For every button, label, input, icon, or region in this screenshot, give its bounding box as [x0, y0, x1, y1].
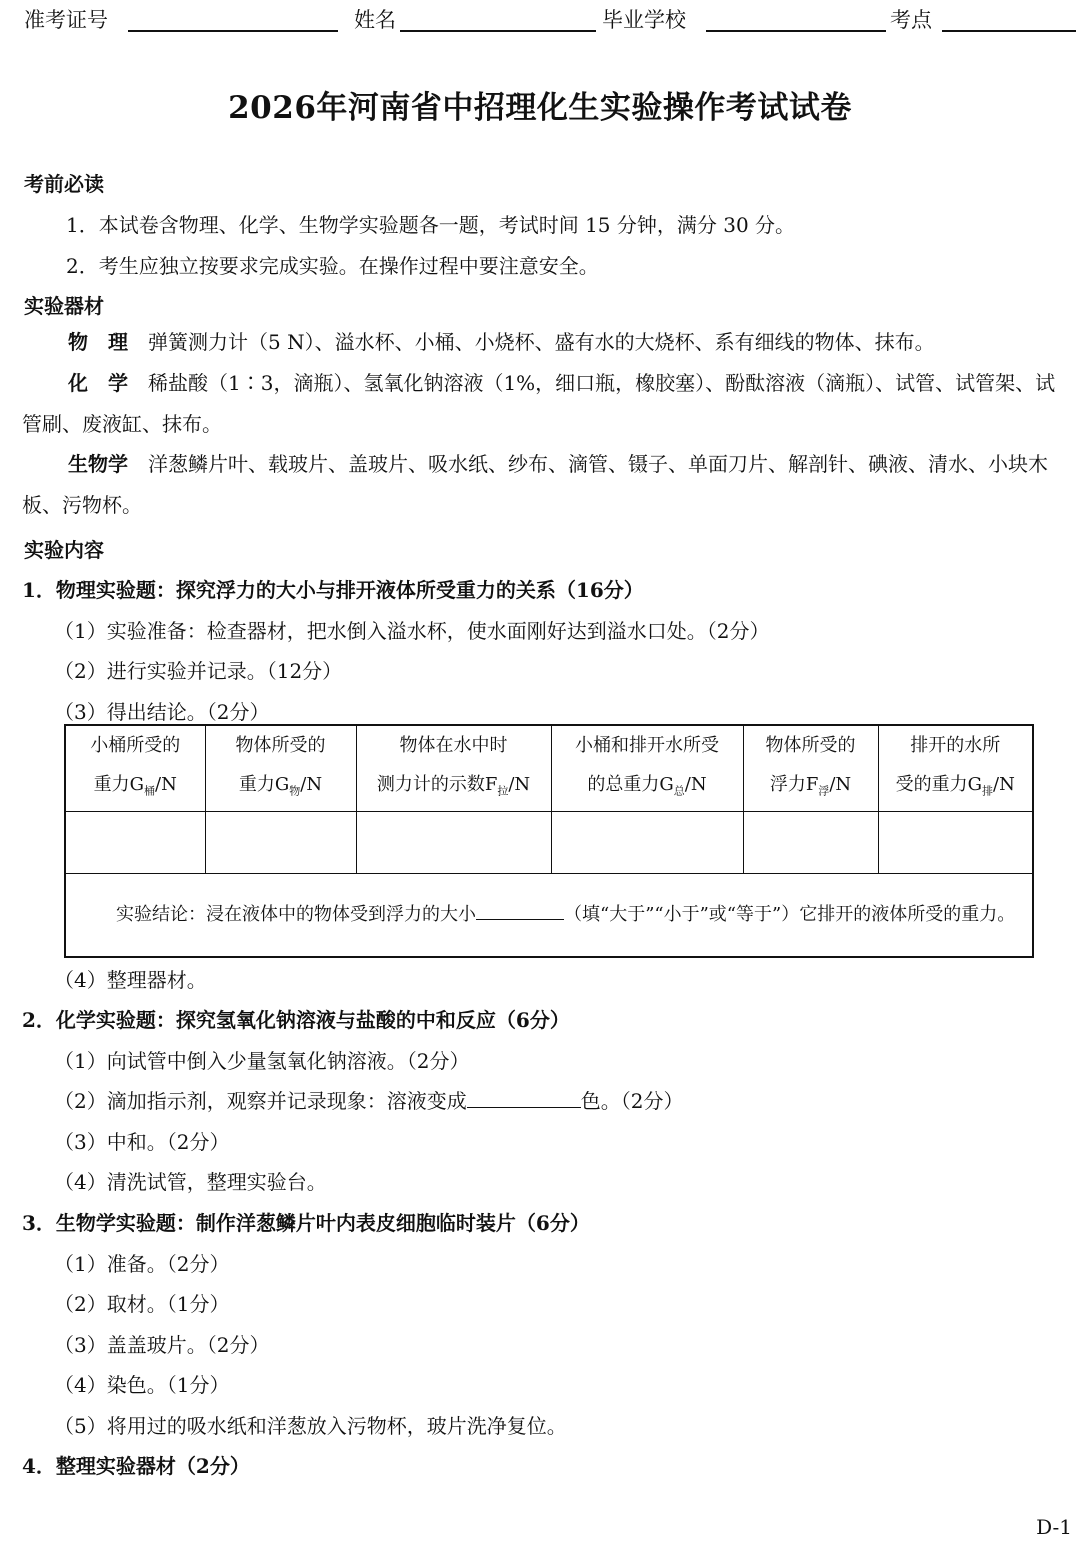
- q1-step: （3）得出结论。（2分）: [54, 700, 270, 724]
- chemistry-equipment: [22, 363, 1068, 445]
- equipment-heading: 实验器材: [24, 294, 104, 318]
- biology-text: 洋葱鳞片叶、载玻片、盖玻片、吸水纸、纱布、滴管、镊子、单面刀片、解剖针、碘液、清水、小块木板、污物杯。: [22, 452, 1048, 517]
- exam-header: [24, 0, 1080, 34]
- biology-equipment: [22, 444, 1068, 526]
- table-input-cell[interactable]: [878, 811, 1033, 873]
- table-header-cell: 小桶和排开水所受 的总重力$G_总/N$: [551, 725, 743, 811]
- q1-step: （4）整理器材。: [54, 968, 207, 992]
- table-header-cell: 小桶所受的 重力$G_桶/N$: [65, 725, 205, 811]
- exam-id-label: 准考证号: [24, 8, 108, 32]
- site-label: 考点: [890, 8, 932, 32]
- name-field[interactable]: [400, 30, 596, 32]
- q1-title: 1．物理实验题：探究浮力的大小与排开液体所受重力的关系（16分）: [22, 578, 644, 602]
- school-label: 毕业学校: [602, 8, 686, 32]
- page-title: 2026年河南省中招理化生实验操作考试试卷: [228, 90, 852, 126]
- notice-heading: 考前必读: [24, 172, 104, 196]
- school-field[interactable]: [706, 30, 886, 32]
- physics-text: 弹簧测力计（5 N）、溢水杯、小桶、小烧杯、盛有水的大烧杯、系有细线的物体、抹布。: [148, 330, 935, 354]
- q1-step: （1）实验准备：检查器材，把水倒入溢水杯，使水面刚好达到溢水口处。（2分）: [54, 619, 770, 643]
- notice-item: 2．考生应独立按要求完成实验。在操作过程中要注意安全。: [66, 254, 599, 278]
- table-input-cell[interactable]: [65, 811, 205, 873]
- conclusion-blank[interactable]: [476, 901, 564, 920]
- q3-step: （5）将用过的吸水纸和洋葱放入污物杯，玻片洗净复位。: [54, 1414, 567, 1438]
- conclusion-cell: [65, 873, 1033, 957]
- record-table: [64, 724, 1034, 958]
- table-input-cell[interactable]: [551, 811, 743, 873]
- chemistry-label: 化 学: [68, 371, 128, 395]
- physics-label: 物 理: [68, 330, 128, 354]
- q3-step: （3）盖盖玻片。（2分）: [54, 1333, 270, 1357]
- table-header-cell: 物体所受的 浮力$F_浮/N$: [743, 725, 878, 811]
- name-label: 姓名: [354, 8, 396, 32]
- site-field[interactable]: [942, 30, 1076, 32]
- q3-title: 3．生物学实验题：制作洋葱鳞片叶内表皮细胞临时装片（6分）: [22, 1211, 590, 1235]
- q2-step: （1）向试管中倒入少量氢氧化钠溶液。（2分）: [54, 1049, 470, 1073]
- table-header-cell: 排开的水所 受的重力$G_排/N$: [878, 725, 1033, 811]
- q1-step: （2）进行实验并记录。（12分）: [54, 659, 343, 683]
- q2-step: （4）清洗试管，整理实验台。: [54, 1170, 327, 1194]
- notice-item: 1．本试卷含物理、化学、生物学实验题各一题，考试时间 15 分钟，满分 30 分。: [66, 213, 796, 237]
- physics-equipment: [22, 322, 1062, 363]
- table-input-cell[interactable]: [356, 811, 551, 873]
- conclusion-text-after: （填“大于”“小于”或“等于”）它排开的液体所受的重力。: [564, 903, 1016, 925]
- q3-step: （4）染色。（1分）: [54, 1373, 230, 1397]
- conclusion-text-before: 实验结论：浸在液体中的物体受到浮力的大小: [116, 903, 476, 925]
- table-input-cell[interactable]: [205, 811, 356, 873]
- q2-step: （2）滴加指示剂，观察并记录现象：溶液变成 色。（2分）: [54, 1089, 684, 1113]
- table-header-cell: 物体所受的 重力$G_物/N$: [205, 725, 356, 811]
- q3-step: （2）取材。（1分）: [54, 1292, 230, 1316]
- q2-step: （3）中和。（2分）: [54, 1130, 230, 1154]
- chemistry-text: 稀盐酸（1∶3，滴瓶）、氢氧化钠溶液（1%，细口瓶，橡胶塞）、酚酞溶液（滴瓶）、试管、试管架、试管刷、废液缸、抹布。: [22, 371, 1056, 436]
- table-header-cell: 物体在水中时 测力计的示数$F_拉/N$: [356, 725, 551, 811]
- table-input-cell[interactable]: [743, 811, 878, 873]
- q2-title: 2．化学实验题：探究氢氧化钠溶液与盐酸的中和反应（6分）: [22, 1008, 570, 1032]
- table-header-row: [65, 725, 1033, 811]
- table-input-row: [65, 811, 1033, 873]
- content-heading: 实验内容: [24, 538, 104, 562]
- biology-label: 生物学: [68, 452, 128, 476]
- page-number: D-1: [1036, 1515, 1072, 1539]
- table-conclusion-row: [65, 873, 1033, 957]
- q3-step: （1）准备。（2分）: [54, 1252, 230, 1276]
- exam-id-field[interactable]: [128, 30, 338, 32]
- color-blank[interactable]: [467, 1089, 581, 1108]
- q4-title: 4．整理实验器材（2分）: [22, 1454, 250, 1478]
